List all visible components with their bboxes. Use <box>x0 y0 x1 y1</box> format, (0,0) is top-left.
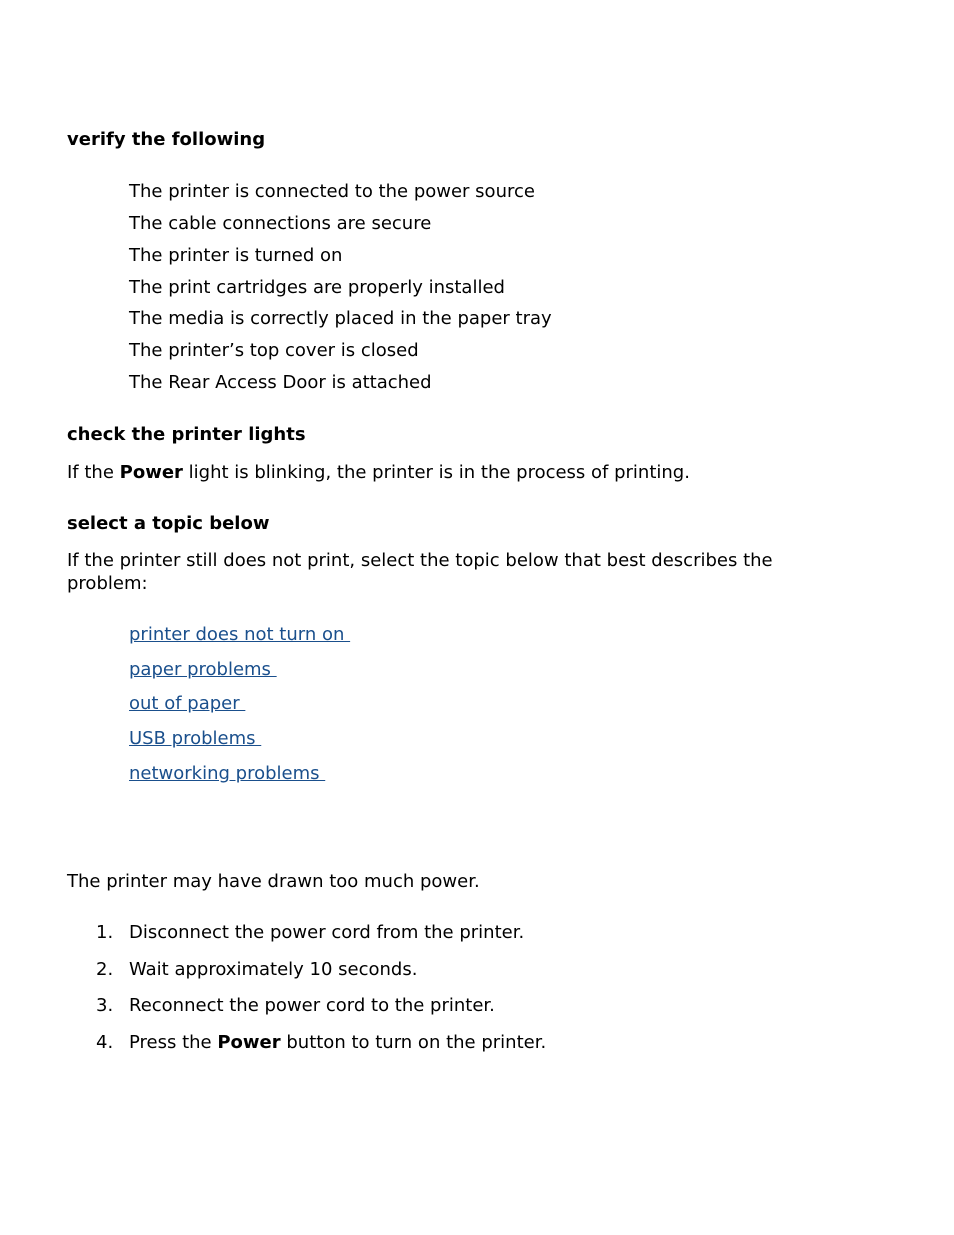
step-number: 1. <box>96 922 114 943</box>
step-text: Press the <box>129 1032 218 1053</box>
lights-heading: check the printer lights <box>67 424 306 445</box>
link-out-of-paper[interactable]: out of paper <box>129 693 246 714</box>
power-button-label: Power <box>217 1032 281 1053</box>
verify-item: The printer is turned on <box>129 245 343 266</box>
step-number: 3. <box>96 995 114 1016</box>
verify-item: The cable connections are secure <box>129 213 432 234</box>
step-item <box>96 922 524 944</box>
step-item <box>96 1032 546 1054</box>
step-text: Disconnect the power cord from the printer. <box>129 922 525 943</box>
verify-item: The printer’s top cover is closed <box>129 340 419 361</box>
verify-item: The printer is connected to the power source <box>129 181 535 202</box>
link-usb-problems[interactable]: USB problems <box>129 728 262 749</box>
step-item <box>96 959 417 981</box>
step-number: 2. <box>96 959 114 980</box>
link-paper-problems[interactable]: paper problems <box>129 659 277 680</box>
step-number: 4. <box>96 1032 114 1053</box>
step-text: Reconnect the power cord to the printer. <box>129 995 495 1016</box>
verify-item: The media is correctly placed in the paper tray <box>129 308 552 329</box>
verify-item: The print cartridges are properly installed <box>129 277 505 298</box>
lights-text-before: If the <box>67 462 120 483</box>
power-light-label: Power <box>119 462 183 483</box>
verify-item: The Rear Access Door is attached <box>129 372 432 393</box>
topics-heading: select a topic below <box>67 513 270 534</box>
lights-paragraph <box>67 461 857 484</box>
step-text-after: button to turn on the printer. <box>280 1032 547 1053</box>
topics-intro: If the printer still does not print, select the topic below that best describes the problem: <box>67 550 773 594</box>
link-networking-problems[interactable]: networking problems <box>129 763 326 784</box>
verify-heading: verify the following <box>67 129 266 150</box>
link-printer-does-not-turn-on[interactable]: printer does not turn on <box>129 624 351 645</box>
power-intro: The printer may have drawn too much power. <box>67 871 480 892</box>
step-item <box>96 995 495 1017</box>
lights-text-after: light is blinking, the printer is in the process of printing. <box>182 462 690 483</box>
step-text: Wait approximately 10 seconds. <box>129 959 418 980</box>
